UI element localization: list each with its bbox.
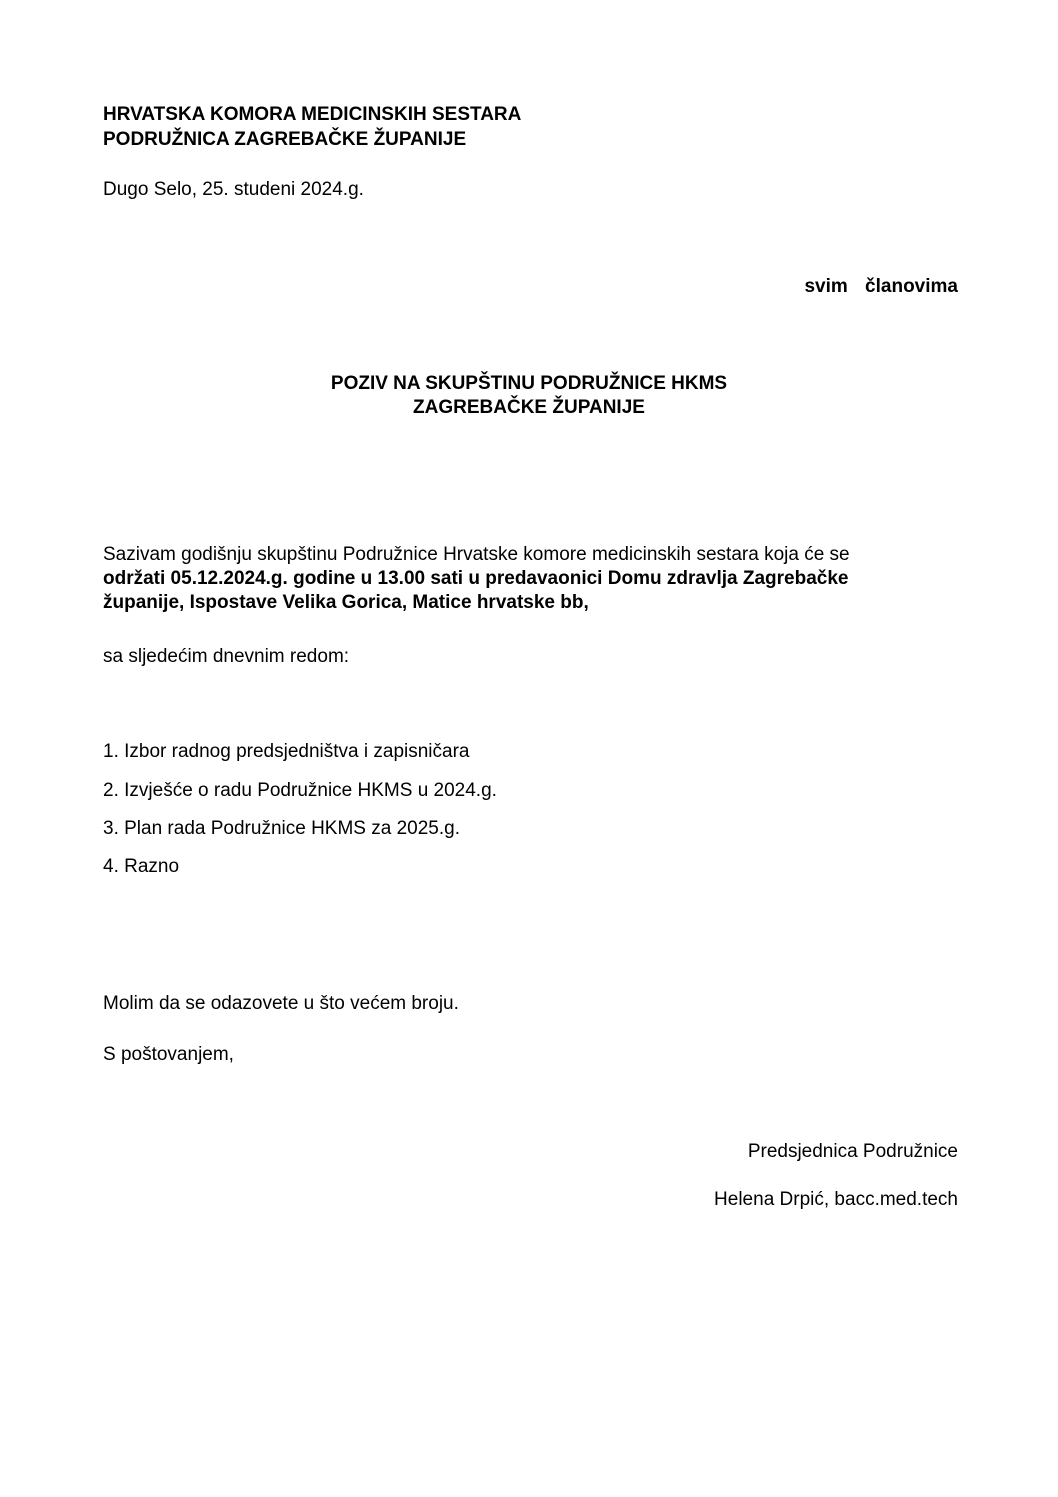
invitation-paragraph (103, 543, 963, 615)
invitation-line-2: održati 05.12.2024.g. godine u 13.00 sati u predavaonici Domu zdravlja Zagrebačke (103, 568, 849, 589)
signature-name: Helena Drpić, bacc.med.tech (714, 1189, 958, 1210)
invitation-line-3: županije, Ispostave Velika Gorica, Matice hrvatske bb, (103, 592, 589, 613)
organization-name: HRVATSKA KOMORA MEDICINSKIH SESTARA (103, 104, 522, 125)
salutation: S poštovanjem, (103, 1044, 234, 1065)
document-title-line-2: ZAGREBAČKE ŽUPANIJE (413, 397, 645, 418)
invitation-line-1: Sazivam godišnju skupštinu Podružnice Hrvatske komore medicinskih sestara koja će se (103, 544, 850, 565)
agenda-intro: sa sljedećim dnevnim redom: (103, 646, 350, 667)
agenda-item: 2. Izvješće o radu Podružnice HKMS u 2024.g. (103, 780, 497, 801)
agenda-item: 4. Razno (103, 856, 180, 877)
document-title-line-1: POZIV NA SKUPŠTINU PODRUŽNICE HKMS (330, 373, 728, 394)
closing-sentence: Molim da se odazovete u što većem broju. (103, 993, 459, 1014)
branch-name: PODRUŽNICA ZAGREBAČKE ŽUPANIJE (103, 129, 467, 150)
recipient-line: svim članovima (804, 276, 958, 297)
signature-role: Predsjednica Podružnice (747, 1141, 958, 1162)
agenda-item: 3. Plan rada Podružnice HKMS za 2025.g. (103, 818, 460, 839)
agenda-item: 1. Izbor radnog predsjedništva i zapisničara (103, 741, 470, 762)
place-date: Dugo Selo, 25. studeni 2024.g. (103, 179, 364, 200)
